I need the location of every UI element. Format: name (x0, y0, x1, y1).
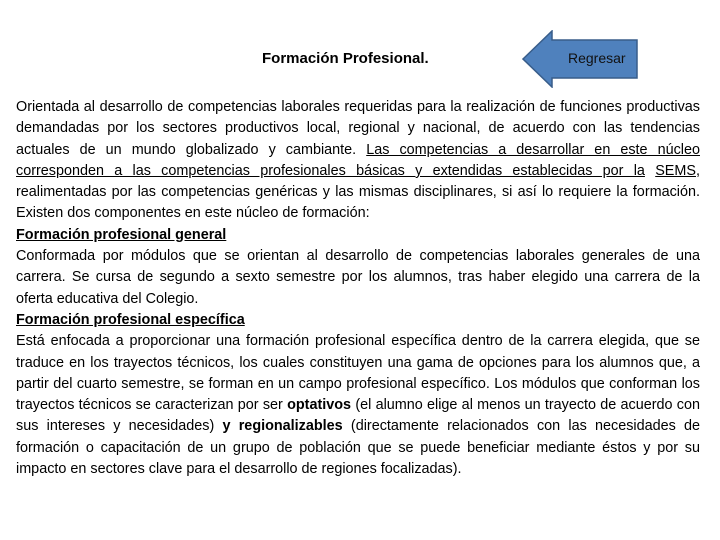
specific-paragraph (16, 331, 700, 480)
back-button[interactable] (522, 30, 638, 88)
page-title: Formación Profesional. (262, 50, 429, 67)
back-button-label: Regresar (568, 50, 626, 66)
specific-text-1: Está enfocada a proporcionar una formación profesional específica dentro de la carrera elegida, que se traduce en los trayectos técnicos, los cuales constituyen una gama de opciones para los alumnos que, a partir del cuarto semestre, se forman en un campo profesional específico. Los módulos que conforman los trayectos técnicos se caracterizan por ser (16, 333, 700, 414)
specific-text-2: (el alumno elige al menos un trayecto de acuerdo con sus intereses y necesidades) (16, 397, 701, 435)
regionalizables-term: y regionalizables (222, 418, 343, 435)
main-content (16, 97, 700, 480)
general-heading: Formación profesional general (16, 226, 227, 243)
sems-link[interactable]: SEMS (655, 162, 696, 179)
intro-paragraph (16, 97, 700, 225)
general-paragraph: Conformada por módulos que se orientan al desarrollo de competencias laborales generales de una carrera. Se cursa de segundo a sexto semestre por los alumnos, tras haber elegido una carrera de la oferta educativa del Colegio. (16, 248, 700, 307)
intro-text-1: Orientada al desarrollo de competencias laborales requeridas para la realización de funciones productivas demandadas por los sectores productivos local, regional y nacional, de acuerdo con las tendencias actuales de un mundo globalizado y cambiante. (16, 99, 700, 158)
intro-text-2: , realimentadas por las competencias genéricas y las mismas disciplinares, si así lo requiere la formación. Existen dos componentes en este núcleo de formación: (16, 162, 700, 222)
optativos-term: optativos (287, 397, 352, 414)
intro-underlined-text: Las competencias a desarrollar en este núcleo corresponden a las competencias profesionales básicas y extendidas establecidas por la (16, 141, 700, 179)
specific-text-3: (directamente relacionados con las necesidades de formación o capacitación de un grupo de población que se puede beneficiar mediante éstos y por su impacto en sectores clave para el desarrollo de regiones focalizadas). (16, 418, 701, 478)
specific-heading: Formación profesional específica (16, 311, 245, 328)
